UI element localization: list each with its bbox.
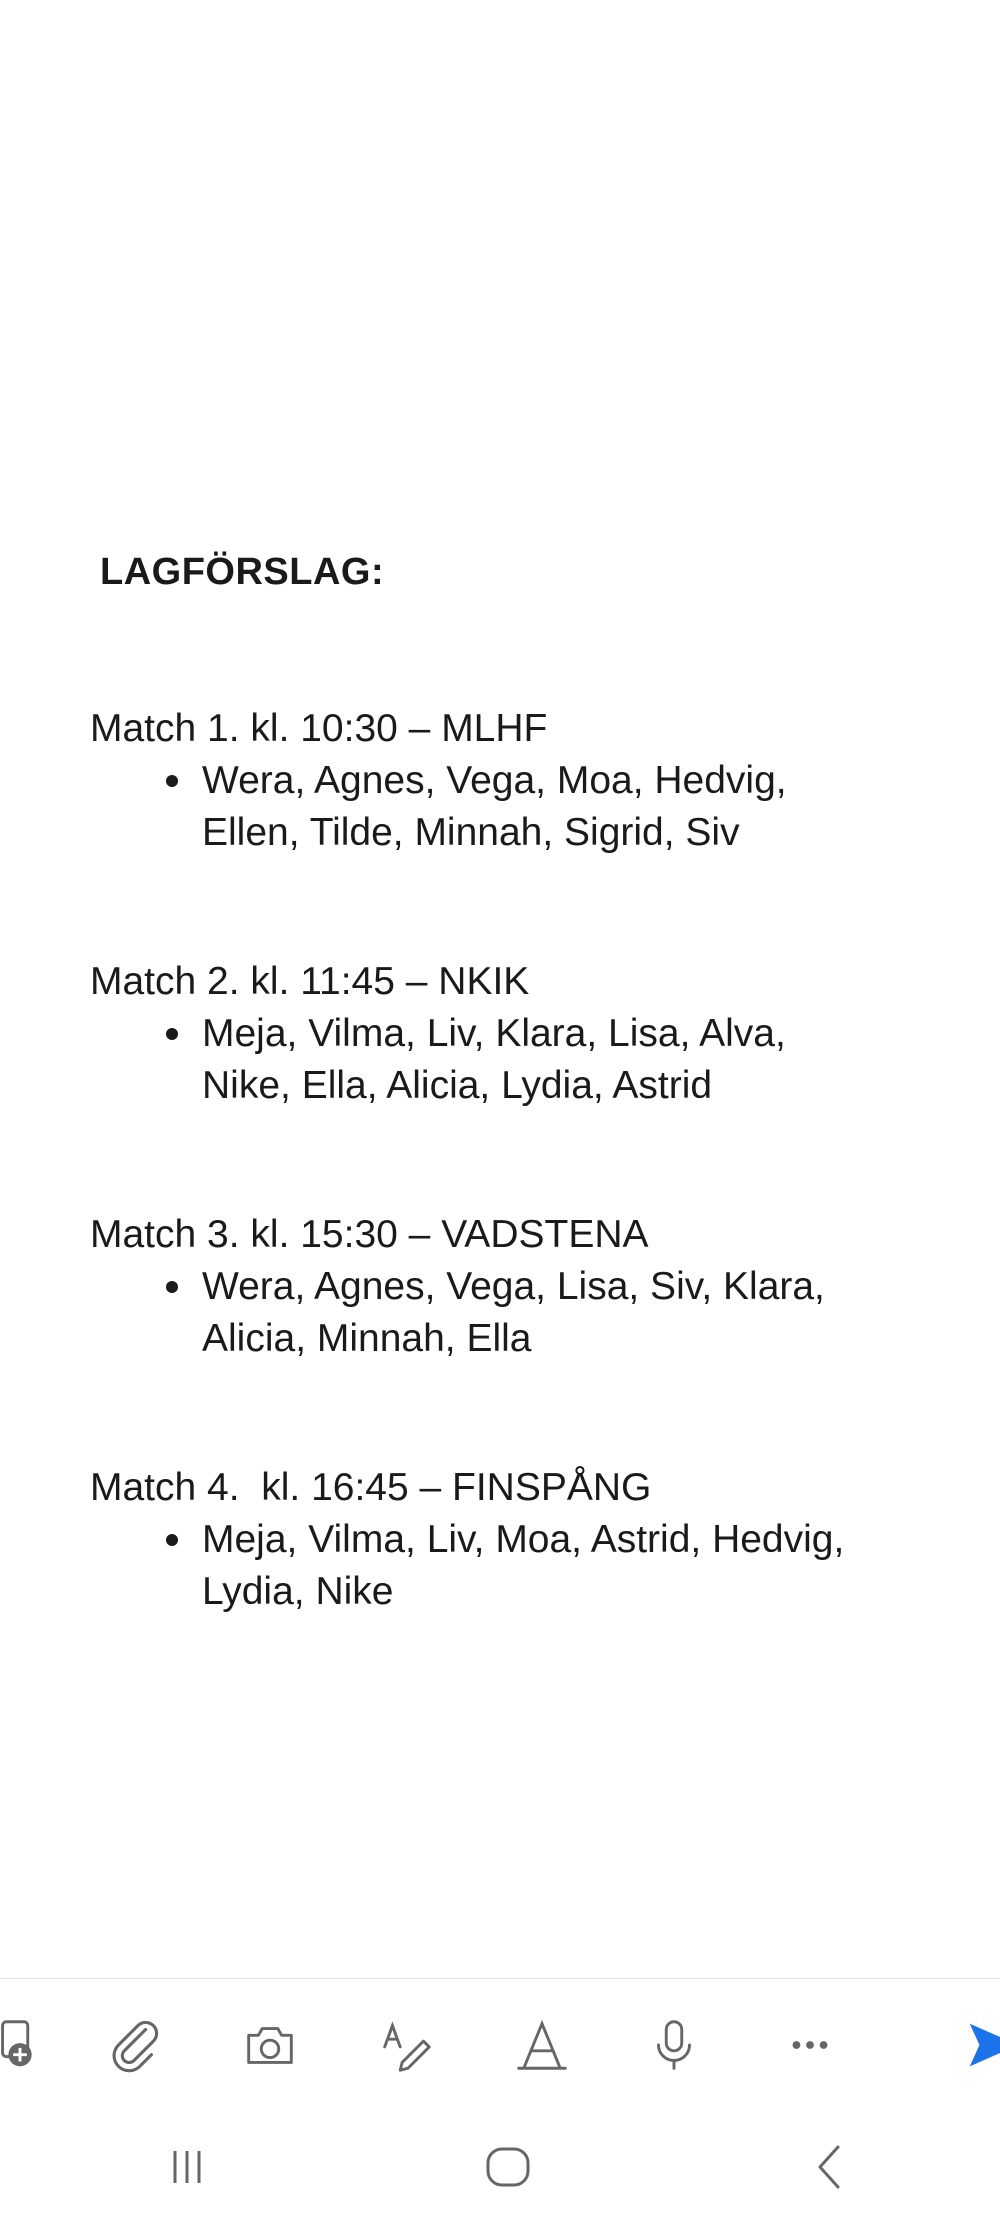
match-block-4 [90,1462,970,1618]
add-attachment-icon [0,2014,51,2076]
player-line-2: Alicia, Minnah, Ella [202,1317,532,1360]
match-block-3 [90,1209,970,1365]
match-block-2 [90,956,970,1112]
voice-input-button[interactable] [638,2009,710,2081]
font-icon [511,2014,573,2076]
player-list [90,1514,970,1618]
player-line-1: Wera, Agnes, Vega, Moa, Hedvig, [202,759,787,802]
more-icon [779,2014,841,2076]
camera-button[interactable] [234,2009,306,2081]
back-button[interactable] [785,2132,875,2202]
player-line-2: Ellen, Tilde, Minnah, Sigrid, Siv [202,811,740,854]
paperclip-icon [103,2014,165,2076]
bullet-icon [166,775,178,787]
microphone-icon [643,2014,705,2076]
recent-apps-button[interactable] [142,2132,232,2202]
add-attachment-button[interactable] [0,2009,56,2081]
player-list [90,755,970,859]
player-line-1: Meja, Vilma, Liv, Klara, Lisa, Alva, [202,1012,786,1055]
player-list-item [90,1514,970,1618]
player-line-2: Lydia, Nike [202,1570,394,1613]
match-title: Match 1. kl. 10:30 – MLHF [90,707,548,750]
player-list-item [90,1261,970,1365]
player-list-item [90,755,970,859]
send-button[interactable] [962,2009,1000,2081]
compose-toolbar [0,1978,1000,2111]
font-button[interactable] [506,2009,578,2081]
home-icon [478,2137,538,2197]
bullet-icon [166,1281,178,1293]
match-block-1 [90,703,970,859]
home-button[interactable] [463,2132,553,2202]
player-line-1: Meja, Vilma, Liv, Moa, Astrid, Hedvig, [202,1518,845,1561]
player-list-item [90,1008,970,1112]
player-list [90,1261,970,1365]
system-navigation-bar [0,2110,1000,2223]
back-icon [800,2137,860,2197]
match-title: Match 2. kl. 11:45 – NKIK [90,960,530,1003]
player-list [90,1008,970,1112]
match-title: Match 4. kl. 16:45 – FINSPÅNG [90,1466,652,1509]
bullet-icon [166,1028,178,1040]
text-style-icon [375,2014,437,2076]
bullet-icon [166,1534,178,1546]
send-icon [962,2014,1000,2076]
document-heading: LAGFÖRSLAG: [100,551,385,593]
player-line-2: Nike, Ella, Alicia, Lydia, Astrid [202,1064,713,1107]
more-options-button[interactable] [774,2009,846,2081]
camera-icon [239,2014,301,2076]
text-style-button[interactable] [370,2009,442,2081]
attach-button[interactable] [98,2009,170,2081]
recent-apps-icon [157,2137,217,2197]
match-title: Match 3. kl. 15:30 – VADSTENA [90,1213,649,1256]
player-line-1: Wera, Agnes, Vega, Lisa, Siv, Klara, [202,1265,825,1308]
